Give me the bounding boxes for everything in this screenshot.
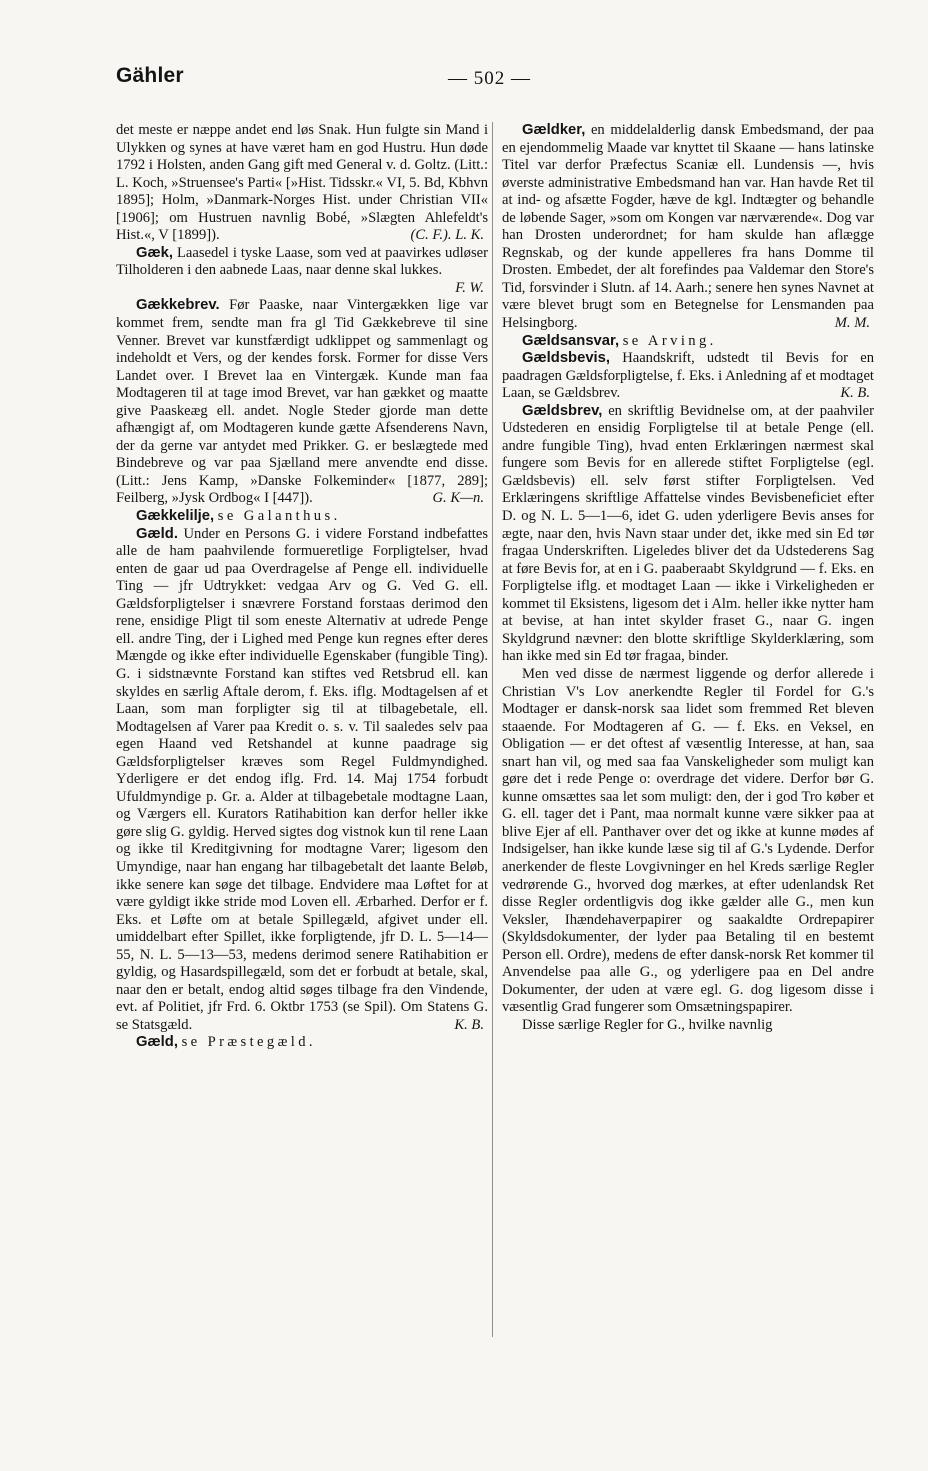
entry-signature: M. M. bbox=[834, 315, 870, 332]
entry-paragraph: Disse særlige Regler for G., hvilke navnlig bbox=[522, 1016, 773, 1033]
entry-headword: Gæld. bbox=[136, 525, 178, 542]
left-column bbox=[116, 122, 488, 1052]
entry-signature: F. W. bbox=[455, 279, 484, 296]
entry-crossref: se Arving. bbox=[622, 332, 717, 349]
entry-signature: K. B. bbox=[454, 1016, 484, 1033]
entry-headword: Gældsbrev, bbox=[522, 402, 603, 419]
column-divider bbox=[492, 122, 493, 1337]
entry-text: en skriftlig Bevidnelse om, at der paahviler Udstederen en ensidig Forpligtelse til at betale Penge (ell. andre fungible Ting), hvad enten Erklæringen nærmest skal fungere som Bevis for en allerede stiftet Forpligtelse (egl. Gældsbevis) ell. selv først stifter Forpligtelsen. Ved Erklæringens skriftlige Affattelse vindes Bevisbeneficiet efter D. og N. L. 5—1—6, idet G. uden yderligere Bevis anses for ægte, naar den, hvis Navn staar under det, ikke med sin Ed tør fragaa Underskriften. Ligeledes bliver det da Udstederens Sag at føre Bevis for, at en i G. paaberaabt Skyldgrund — f. Eks. en Forpligtelse iflg. et modtaget Laan — ikke i Virkeligheden er kommet til Eksistens, ligesom det i Alm. heller ikke nytter ham at bevise, at han intet skylder fraset G., naar G. ingen Skyldgrund nævner: den blotte skriftlige Skylderklæring, som han ikke med sin Ed tør fragaa, binder. bbox=[502, 402, 874, 665]
entry-text: en middelalderlig dansk Embedsmand, der paa en ejendommelig Maade var knyttet til Skaane — hans latinske Titel var derfor Præfectus Scaniæ ell. Lundensis —, hvis øverste administrative Embedsmand han var. Han havde Ret til at ind- og afsætte Fogder, hæve de kgl. Indtægter og behandle de løbende Sager, »som om Kongen var nærværende«. Dog var han Drosten underordnet; for ham skulde han aflægge Regnskab, og der kunde appelleres fra hans Domme til Drosten. Embedet, der alt forefindes paa Valdemar den Store's Tid, forsvinder i Slutn. af 14. Aarh.; senere hen synes Navnet at være blevet brugt som en Betegnelse for Lensmanden paa Helsingborg. bbox=[502, 122, 874, 332]
entry-gaekkebrev bbox=[116, 297, 488, 508]
entry-text: Før Paaske, naar Vintergækken lige var kommet frem, sendte man fra gl Tid Gækkebreve til sine Venner. Brevet var kunstfærdigt udklippet og sammenlagt og indeholdt et Vers, og der kendes forsk. Former for disse Vers Landet over. I Brevet laa en Vintergæk. Kunde man faa Modtageren til at tage imod Brevet, var han gækket og maatte give Paaskeæg ell. andet. Nogle Steder gjorde man dette afhængigt af, om Modtageren kunde gætte Afsenderens Navn, der da gerne var antydet med Prikker. G. er beslægtede med Bindebreve og var paa Sjælland mere anvendte end disse. (Litt.: Jens Kamp, »Danske Folkeminder« [1877, 289]; Feilberg, »Jysk Ordbog« I [447]). bbox=[116, 297, 488, 507]
right-column bbox=[502, 122, 874, 1034]
entry-headword: Gækkebrev. bbox=[136, 297, 220, 314]
entry-gaeldsbevis bbox=[502, 350, 874, 403]
entry-signature: (C. F.). L. K. bbox=[410, 227, 484, 244]
running-head: Gähler bbox=[116, 64, 184, 87]
entry-signature: G. K—n. bbox=[432, 490, 484, 507]
entry-headword: Gækkelilje, bbox=[136, 508, 215, 525]
entry-crossref: se Præstegæld. bbox=[181, 1034, 316, 1051]
entry-text: Under en Persons G. i videre Forstand indbefattes alle de ham paahvilende formueretlige Forpligtelser, hvad enten de gaar ud paa Overdragelse af Penge ell. individuelle Ting — jfr Udtrykket: vedgaa Arv og G. Ved G. ell. Gældsforpligtelser i snævrere Forstand forstaas derimod den rene, ensidige Pligt til som eneste Alternativ at udrede Penge ell. andre Ting, der i Lighed med Penge kun regnes efter deres Mængde og ikke efter individuelle Egenskaber (fungible Ting). G. i sidstnævnte Forstand kan stiftes ved Retsbrud ell. kan skyldes en særlig Aftale derom, f. Eks. iflg. Modtagelsen af et Laan, som man forpligter sig til at tilbagebetale, ell. Modtagelsen af Varer paa Kredit o. s. v. Til saaledes selv paa egen Haand ved Retshandel at kunne paadrage sig Gældsforpligtelser kræves som Regel Fuldmyndighed. Yderligere er det endog iflg. Frd. 14. Maj 1754 forbudt Ufuldmyndige p. Gr. a. Alder at tilbagebetale modtagne Laan, og Værgers ell. Kurators Ratihabition kan derfor heller ikke gøre slig G. gyldig. Herved sigtes dog vistnok kun til rene Laan og ikke til Kreditgivning for modtagne Varer; ligesom den Umyndige, naar han engang har tilbagebetalt det laante Beløb, ikke senere kan søge det tilbage. Endvidere maa Løftet for at være gyldigt ikke stride mod Loven ell. Ærbarhed. Derfor er f. Eks. et Løfte om at betale Spillegæld, afgivet under ell. umiddelbart efter Spillet, ikke forpligtende, jfr D. L. 5—14—55, N. L. 5—13—53, medens derimod senere Ratihabition er gyldig, og Hasardspillegæld, som det er forbudt at betale, skal, naar den er betalt, endog altid søges tilbage fra den Vindende, evt. af Politiet, jfr Frd. 6. Oktbr 1753 (se Spil). Om Statens G. se Statsgæld. bbox=[116, 525, 488, 1033]
entry-headword: Gældker, bbox=[522, 122, 586, 138]
entry-gaekkelilje bbox=[116, 508, 488, 526]
entry-text: Haandskrift, udstedt til Bevis for en paadragen Gældsforpligtelse, f. Eks. i Anledning af et modtaget Laan, se Gældsbrev. bbox=[502, 350, 874, 402]
entry-headword: Gældsansvar, bbox=[522, 332, 620, 349]
entry-crossref: se Galanthus. bbox=[217, 508, 341, 525]
entry-headword: Gældsbevis, bbox=[522, 350, 610, 367]
entry-gaeldsbrev bbox=[502, 403, 874, 666]
entry-gaeldker bbox=[502, 122, 874, 333]
entry-text: Laasedel i tyske Laase, som ved at paavirkes udløser Tilholderen i den aabnede Laas, naar denne skal lukkes. bbox=[116, 244, 488, 279]
entry-text: det meste er næppe andet end løs Snak. Hun fulgte sin Mand i Ulykken og synes at have været ham en god Hustru. Hun døde 1792 i Holsten, anden Gang gift med General v. d. Goltz. (Litt.: L. Koch, »Struensee's Parti« [»Hist. Tidsskr.« VI, 5. Bd, Kbhvn 1895]; Holm, »Danmark-Norges Hist. under Christian VII« [1906]; om Hustruen navnlig Bobé, »Slægten Ahlefeldt's Hist.«, V [1899]). bbox=[116, 122, 488, 244]
entry-gaeldsansvar bbox=[502, 333, 874, 351]
entry-paragraph: Men ved disse de nærmest liggende og derfor allerede i Christian V's Lov anerkendte Regler til Fordel for G.'s Modtager er dansk-norsk saa lidet som fremmed Ret bleven staaende. For Modtageren af G. — f. Eks. en Veksel, en Obligation — er det oftest af væsentlig Interesse, at han, saa snart han vil, og med saa faa Vanskeligheder som muligt kan gøre det i rede Penge o: overdrage det videre. Derfor bør G. kunne omsættes saa let som muligt: den, der i god Tro køber et G. ell. tager det i Pant, maa normalt kunne være sikker paa at blive Ejer af ell. Panthaver over det og ikke at kunne mødes af Indsigelser, han ikke kunde læse sig til af G.'s Lydende. Derfor anerkender de fleste Lovgivninger en hel Kreds særlige Regler vedrørende G., hvorved dog mærkes, at efter udenlandsk Ret disse Regler ordentligvis dog ikke gælder alle G., men kun Veksler, Ihændehaverpapirer og saakaldte Ordrepapirer (Skyldsdokumenter, der lyder paa Betaling til en bestemt Person ell. Ordre), medens de efter dansk-norsk Ret kommer til Anvendelse paa alle G., og yderligere paa en Del andre Dokumenter, der uden at være egl. G. dog ligesom disse i væsentlig Grad fungerer som Omsætningspapirer. bbox=[502, 665, 874, 1016]
entry-headword: Gæk, bbox=[136, 244, 174, 261]
page-number: — 502 — bbox=[448, 68, 531, 89]
entry-continuation bbox=[116, 122, 488, 245]
entry-gaeld bbox=[116, 526, 488, 1035]
entry-headword: Gæld, bbox=[136, 1034, 178, 1051]
entry-signature: K. B. bbox=[840, 385, 870, 402]
entry-gaek bbox=[116, 244, 488, 296]
entry-gaeld-2 bbox=[116, 1034, 488, 1052]
